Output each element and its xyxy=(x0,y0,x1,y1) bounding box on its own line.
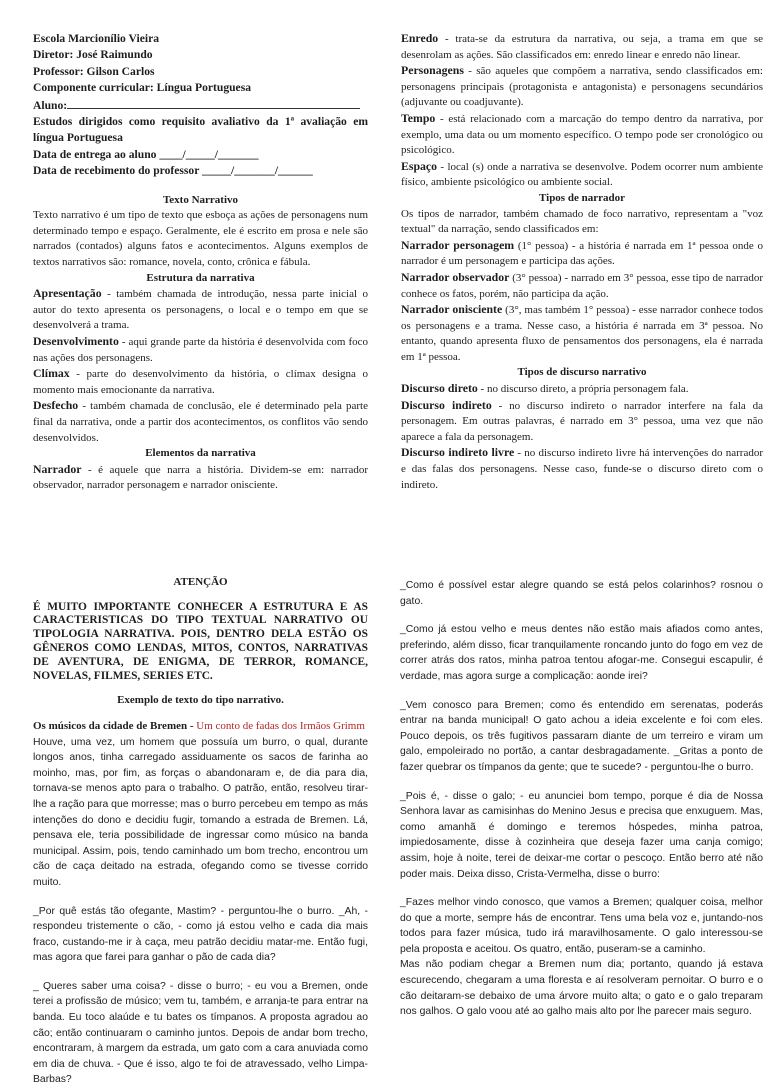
section-title-tipos-discurso: Tipos de discurso narrativo xyxy=(517,366,647,379)
attention-text: É MUITO IMPORTANTE CONHECER A ESTRUTURA E AS CARACTERISTICAS DO TIPO TEXTUAL NARRATIVO OU TIPOLOGIA NARRATIVA. POIS, DENTRO DELA ESTÃO OS GÊNEROS COMO LENDAS, MITOS, CONTOS, NARRATIVAS DE AVENTURA, DE ENIGMA, DE TERROR, ROMANCE, NOVELAS, FILMES, SERIES ETC. xyxy=(33,600,368,682)
story-paragraph: Houve, uma vez, um homem que possuía um burro, o qual, durante longos anos, tinha carregado assiduamente os sacos de farinha ao moinho, mas, por fim, as forças o abandonaram e, de dia para dia, tornava-se menos apto para o trabalho. O patrão, então, resolveu tirar-lhe a ração para que morresse; mas o burro percebeu em tempo as más intenções do dono e decidiu fugir, tomando a estrada de Bremen. Lá, pensava ele, teria possibilidade de ingressar como músico na banda municipal. Assim, pois, tendo caminhado um bom trecho, encontrou um cão de caça deitado na estrada, ofegando como se tivesse corrido muito. xyxy=(33,736,368,888)
intro-paragraph: Texto narrativo é um tipo de texto que esboça as ações de personagens num determinado tempo e espaço. Geralmente, ele é escrito em prosa e nele são narrados (contados) alguns fatos e acontecimentos. Alguns exemplos de textos narrativos são: romance, novela, conto, crônica e fábula. xyxy=(33,209,368,269)
subject-line: Componente curricular: Língua Portuguesa xyxy=(33,81,252,95)
story-paragraph: _Por quê estás tão ofegante, Mastim? - perguntou-lhe o burro. _Ah, - respondeu tristemente o cão, - como já estou velho e cada dia mais fraco, custando-me ir à caça, meu patrão decidiu matar-me. Então fugi, mas agora que farei para ganhar o pão de cada dia? xyxy=(33,905,368,964)
section-title-tipos-narrador: Tipos de narrador xyxy=(539,191,625,204)
element-narrador: Narrador - é aquele que narra a história. Dividem-se em: narrador observador, narrador personagem e narrador onisciente. xyxy=(33,461,368,492)
narrator-observador: Narrador observador (3° pessoa) - narrado em 3° pessoa, esse tipo de narrador conhece os fatos, porém, não participa da ação. xyxy=(401,269,764,300)
bottom-right-column xyxy=(400,578,763,1020)
top-left-column xyxy=(33,31,368,494)
story-paragraph: _Como já estou velho e meus dentes não estão mais afiados como antes, preferindo, além disso, ficar tranquilamente roncando junto do fogo em vez de correr atrás dos ratos, minha patroa tentou afogar-me. Consegui escapulir, é verdade, mas agora surge a complicação: aonde irei? xyxy=(400,624,763,682)
narrator-intro: Os tipos de narrador, também chamado de foco narrativo, representam a "voz textual" da narração, sendo classificados em: xyxy=(401,207,763,236)
narrator-personagem: Narrador personagem (1° pessoa) - a história é narrada em 1ª pessoa onde o narrador é um personagem e participa das ações. xyxy=(401,237,763,268)
discourse-direto: Discurso direto - no discurso direto, a própria personagem fala. xyxy=(401,381,689,396)
director-line: Diretor: José Raimundo xyxy=(33,48,153,62)
example-title: Exemplo de texto do tipo narrativo. xyxy=(117,694,284,707)
story-title: Os músicos da cidade de Bremen - xyxy=(33,719,194,732)
structure-item-desfecho: Desfecho - também chamada de conclusão, ele é determinado pela parte final da narrativa, onde a partir dos acontecimentos, os conflitos vão sendo desenvolvidos. xyxy=(33,398,368,444)
narrator-onisciente: Narrador onisciente (3°, mas também 1° pessoa) - esse narrador conhece todos os personagens e a trama. Nesse caso, a história é narrada em 3ª pessoa. No entanto, quando apresenta fluxo de pensamentos dos personagens, ela é narrada em 1ª pessoa. xyxy=(401,302,763,363)
structure-item-desenvolvimento: Desenvolvimento - aqui grande parte da história é desenvolvida com foco nas ações dos personagens. xyxy=(33,334,368,364)
section-title-texto-narrativo: Texto Narrativo xyxy=(162,193,239,206)
story-paragraph: _Vem conosco para Bremen; como és entendido em serenatas, poderás entrar na banda municipal! O gato achou a ideia excelente e foi com eles. Pouco depois, os três fugitivos passaram diante de um terreiro e viram um galo, empoleirado no portão, a cantar desbragadamente. _Gritas a ponto de fazer quebrar os tímpanos da gente; que te sucede? - perguntou-lhe o burro. xyxy=(400,699,763,773)
element-enredo: Enredo - trata-se da estrutura da narrativa, ou seja, a trama em que se desenrolam as ações. São classificados em: enredo linear e enredo não linear. xyxy=(401,31,763,61)
delivery-date-line: Data de entrega ao aluno ____/_____/_______ xyxy=(33,147,259,161)
bottom-left-column xyxy=(33,575,368,1088)
structure-item-climax: Clímax - parte do desenvolvimento da história, o clímax designa o momento mais emocionante da narrativa. xyxy=(33,366,368,396)
story-heading xyxy=(33,719,368,735)
teacher-line: Professor: Gilson Carlos xyxy=(33,64,155,78)
section-title-estrutura: Estrutura da narrativa xyxy=(146,271,255,284)
story-subtitle: Um conto de fadas dos Irmãos Grimm xyxy=(193,719,365,732)
story-paragraph: _ Queres saber uma coisa? - disse o burro; - eu vou a Bremen, onde terei a profissão de músico; vem tu, também, e arranja-te para entrar na banda. Eu toco alaúde e tu bates os tímpanos. A proposta agradou ao cão; então continuaram o caminho juntos. Depois de andar bom trecho, encontraram, à margem da estrada, um gato com a cara anuviada como em dia de chuva. - Que é isso, algo te foi de atravessado, velho Limpa-Barbas? xyxy=(33,980,368,1086)
top-right-column xyxy=(401,31,763,493)
element-personagens: Personagens - são aqueles que compõem a narrativa, sendo classificados em: personagens principais (protagonista e antagonista) e personagens secundários (adjuvante ou coadjuvante). xyxy=(401,63,763,109)
purpose-line: Estudos dirigidos como requisito avaliativo da 1ª avaliação em língua Portuguesa xyxy=(33,115,368,145)
school-name: Escola Marcionílio Vieira xyxy=(33,32,160,45)
element-espaco: Espaço - local (s) onde a narrativa se desenvolve. Podem ocorrer num ambiente físico, ambiente psicológico ou ambiente social. xyxy=(401,158,763,189)
structure-item-apresentacao: Apresentação - também chamada de introdução, nessa parte inicial o autor do texto apresenta os personagens, o local e o tempo em que se desenvolverá a trama. xyxy=(33,286,368,332)
student-line xyxy=(33,97,368,114)
story-paragraph: _Fazes melhor vindo conosco, que vamos a Bremen; qualquer coisa, melhor do que a morte, sempre hás de encontrar. Tens uma bela voz e, juntando-nos todos para fazer música, tudo irá maravilhosamente. O galo interessou-se pela proposta e aceitou. Os quatro, então, puseram-se a caminho. xyxy=(400,897,763,955)
discourse-indireto-livre: Discurso indireto livre - no discurso indireto livre há intervenções do narrador e das falas dos personagens. Nesse caso, funde-se o discurso direto com o indireto. xyxy=(401,445,763,491)
discourse-indireto: Discurso indireto - no discurso indireto o narrador interfere na fala da personagem. Em outras palavras, é narrado em 3° pessoa, uma vez que não aparece a fala da personagem. xyxy=(401,397,764,443)
received-date-line: Data de recebimento do professor _____/_______/______ xyxy=(33,164,313,178)
story-paragraph: Mas não podiam chegar a Bremen num dia; portanto, quando já estava escurecendo, chegaram a uma floresta e aí resolveram pernoitar. O burro e o cão deitaram-se debaixo de uma árvore muito alta; o gato e o galo treparam nos galhos. O galo voou até ao galho mais alto por lhe parecer mais seguro. xyxy=(400,959,763,1018)
element-tempo: Tempo - está relacionado com a marcação do tempo dentro da narrativa, por exemplo, uma data ou um momento específico. O tempo pode ser cronológico ou psicológico. xyxy=(401,110,763,157)
section-title-elementos: Elementos da narrativa xyxy=(145,447,256,460)
story-paragraph: _Como é possível estar alegre quando se está pelos colarinhos? rosnou o gato. xyxy=(400,580,763,607)
attention-title: ATENÇÃO xyxy=(173,576,228,588)
student-name-blank[interactable] xyxy=(67,97,360,109)
student-label: Aluno: xyxy=(33,98,68,112)
story-paragraph: _Pois é, - disse o galo; - eu anunciei bom tempo, porque é dia de Nossa Senhora lavar as camisinhas do Menino Jesus e precisa que enxuguem. Mas, como amanhã é domingo e teremos hóspedes, minha patroa, impiedosamente, disse à cozinheira que deseja fazer uma canja comigo; assim, hoje à noite, terei de deixar-me cortar o pescoço. Então berro até não poder mais. Deixa disso, Crista-Vermelha, disse o burro: xyxy=(400,790,763,880)
